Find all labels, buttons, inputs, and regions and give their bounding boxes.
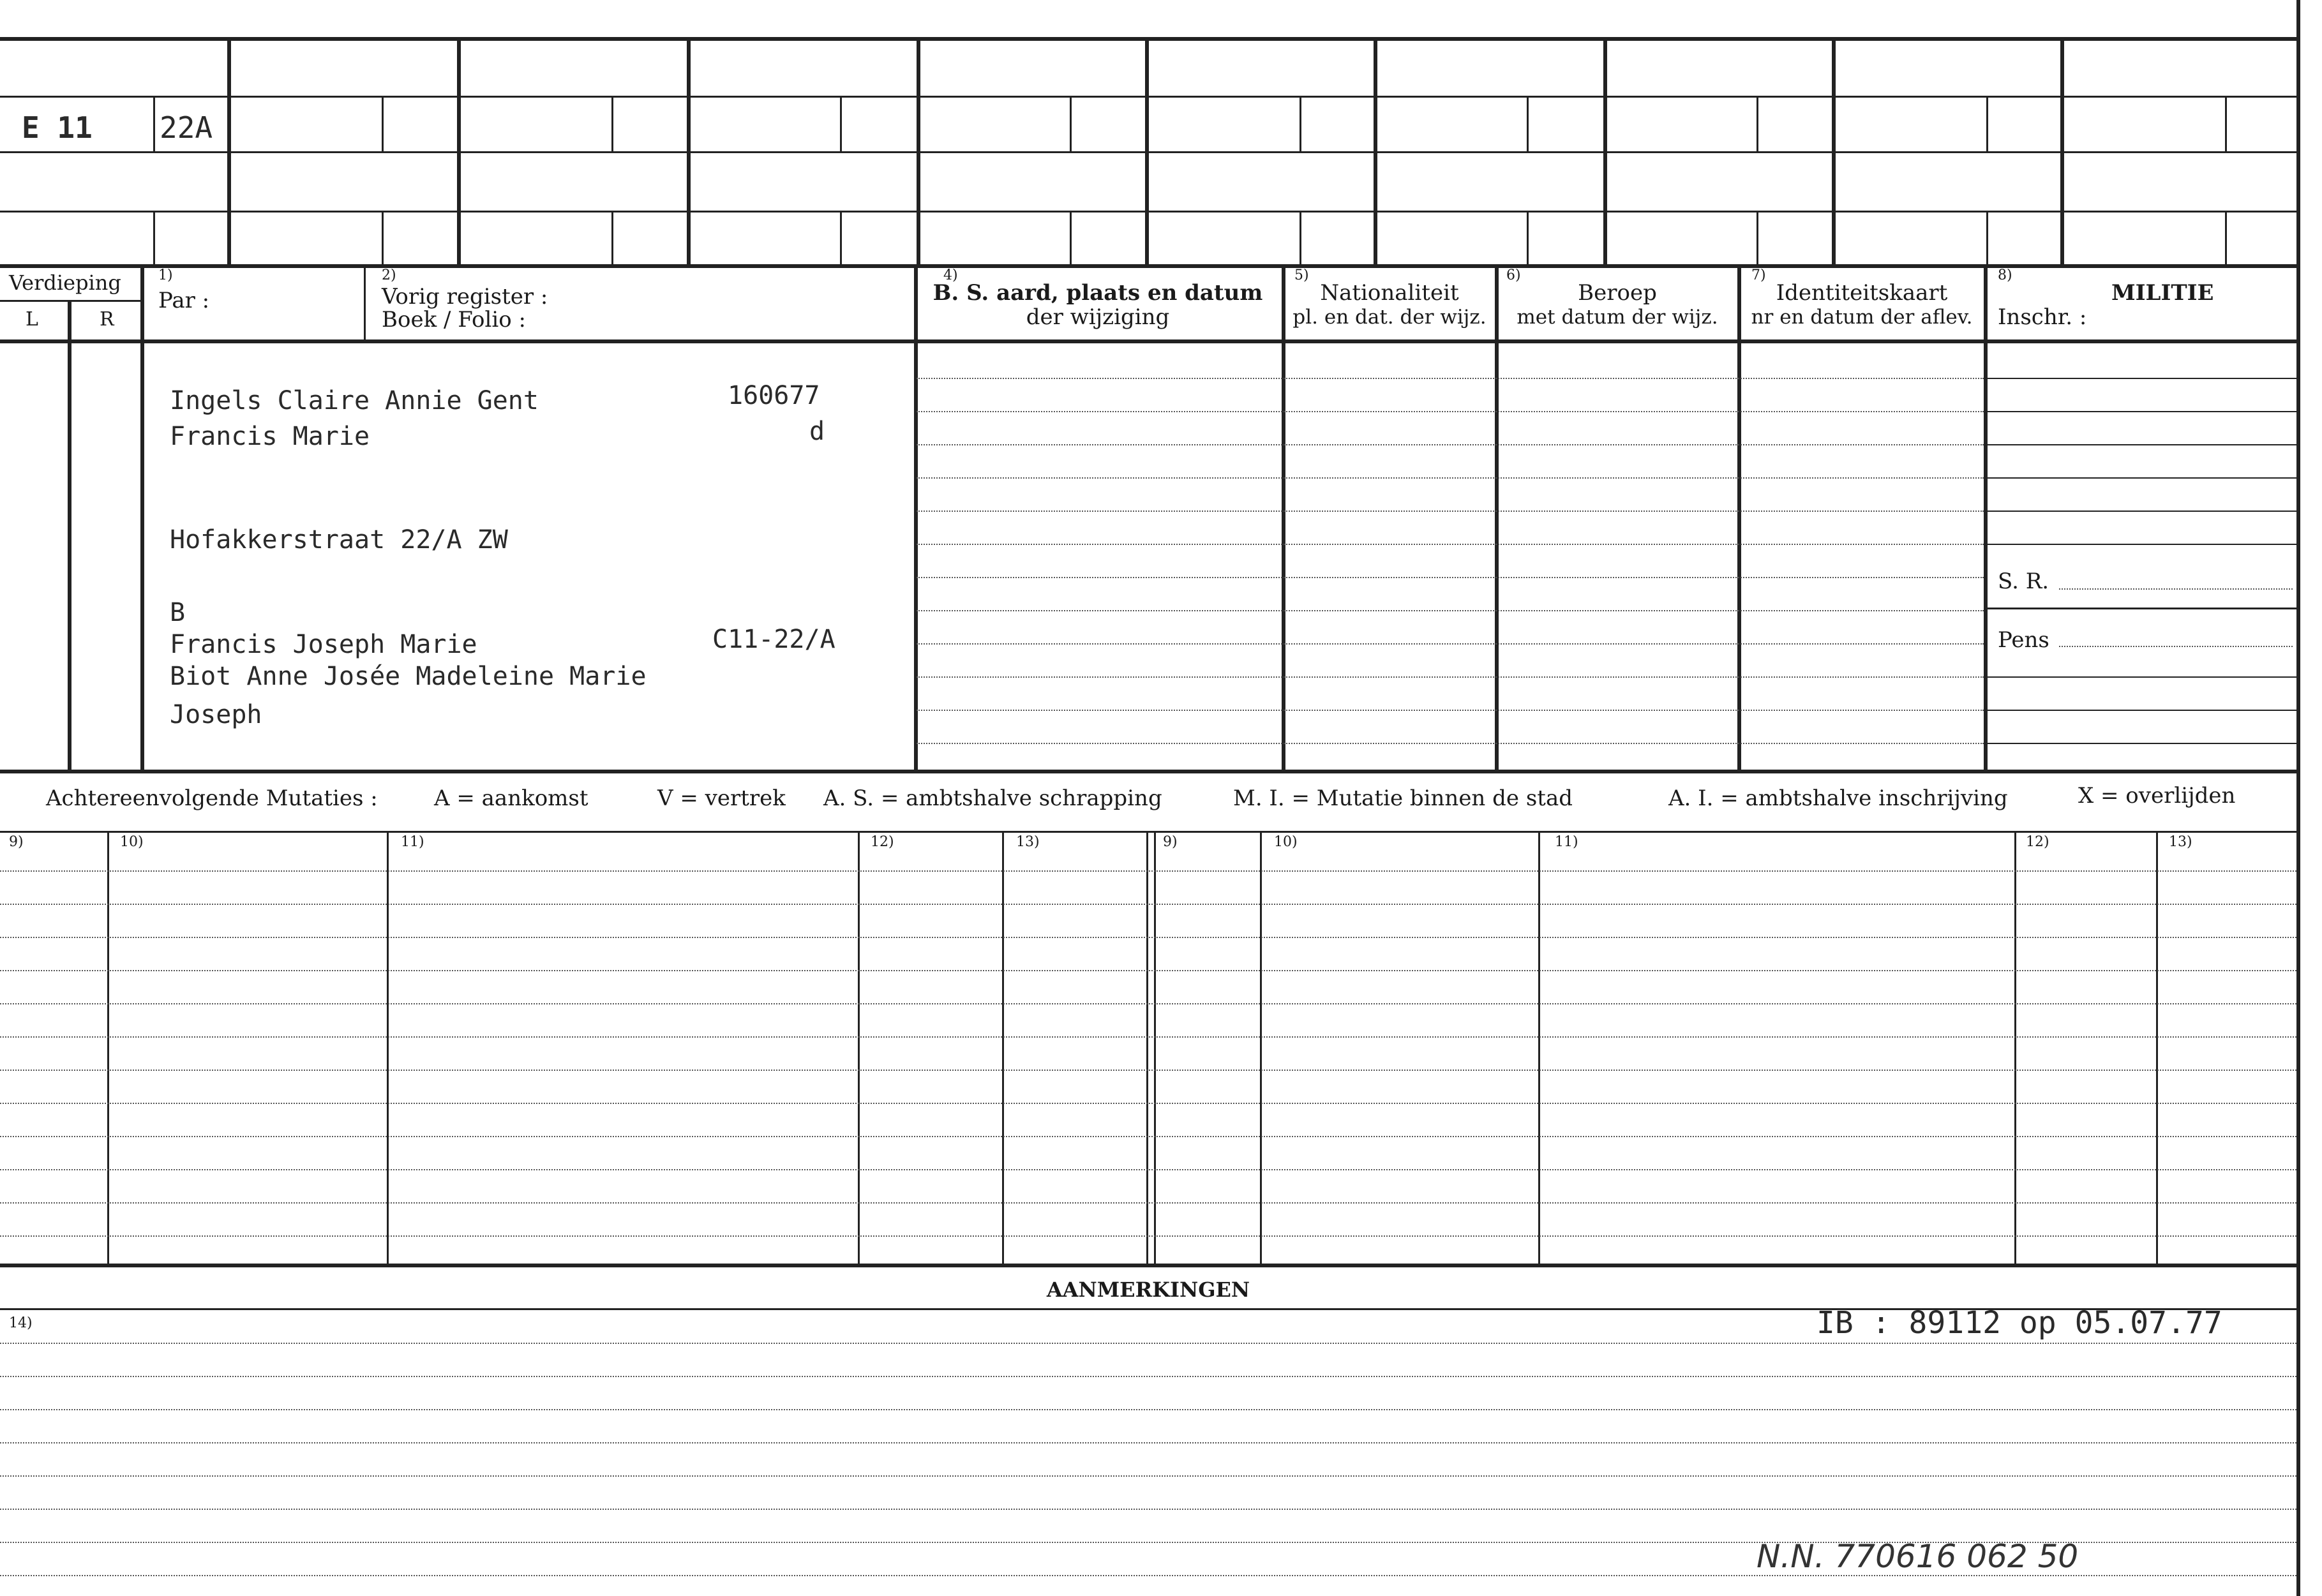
- mutatie-a: A = aankomst: [434, 786, 588, 811]
- mut-col-10: 10): [120, 834, 144, 850]
- vorig-num: 2): [382, 267, 396, 283]
- mut-col-12: 12): [871, 834, 894, 850]
- mut-col-9: 9): [9, 834, 24, 850]
- mutatie-as: A. S. = ambtshalve schrapping: [823, 786, 1162, 811]
- record-code: d: [809, 417, 825, 446]
- mutatie-ai: A. I. = ambtshalve inschrijving: [1668, 786, 2008, 811]
- mut-col-11: 11): [401, 834, 424, 850]
- sr-label: S. R.: [1998, 569, 2049, 594]
- mut-col-9b: 9): [1163, 834, 1178, 850]
- nat-line2: pl. en dat. der wijz.: [1292, 306, 1487, 329]
- beroep-num: 6): [1506, 267, 1521, 283]
- par-label: Par :: [158, 288, 210, 313]
- par-num: 1): [158, 267, 173, 283]
- mutatie-v: V = vertrek: [657, 786, 786, 811]
- l-label: L: [26, 308, 38, 331]
- bs-num: 4): [943, 267, 958, 283]
- record-name-line1: Ingels Claire Annie Gent: [170, 386, 539, 415]
- vorig-label: Vorig register :: [382, 284, 548, 310]
- pens-label: Pens: [1998, 627, 2049, 653]
- mut-col-13: 13): [1016, 834, 1040, 850]
- aanmerkingen-title: AANMERKINGEN: [1046, 1278, 1250, 1302]
- boek-label: Boek / Folio :: [382, 307, 526, 332]
- ib-reference: IB : 89112 op 05.07.77: [1816, 1305, 2222, 1341]
- record-father: Francis Joseph Marie: [170, 630, 477, 659]
- nat-line1: Nationaliteit: [1320, 280, 1459, 306]
- top-code-right: 22A: [160, 110, 213, 145]
- record-b: B: [170, 598, 186, 627]
- nat-num: 5): [1294, 267, 1309, 283]
- bs-line2: der wijziging: [1026, 304, 1170, 330]
- record-birthdate: 160677: [728, 381, 820, 410]
- mut-col-13b: 13): [2169, 834, 2192, 850]
- mutatie-mi: M. I. = Mutatie binnen de stad: [1233, 786, 1573, 811]
- mut-col-12b: 12): [2026, 834, 2049, 850]
- bs-line1: B. S. aard, plaats en datum: [933, 280, 1263, 306]
- aanmerkingen-num: 14): [9, 1315, 33, 1331]
- mutaties-title: Achtereenvolgende Mutaties :: [46, 786, 378, 811]
- record-mother: Biot Anne Josée Madeleine Marie: [170, 662, 647, 691]
- record-name-line2: Francis Marie: [170, 422, 370, 451]
- national-number: N.N. 770616 062 50: [1756, 1538, 2079, 1575]
- mut-col-11b: 11): [1555, 834, 1578, 850]
- verdieping-label: Verdieping: [9, 271, 121, 295]
- beroep-line1: Beroep: [1578, 280, 1657, 306]
- mut-col-10b: 10): [1274, 834, 1298, 850]
- r-label: R: [100, 308, 114, 331]
- mil-num: 8): [1998, 267, 2012, 283]
- record-address: Hofakkerstraat 22/A ZW: [170, 525, 508, 555]
- beroep-line2: met datum der wijz.: [1517, 306, 1718, 329]
- id-line2: nr en datum der aflev.: [1751, 306, 1973, 329]
- mil-title: MILITIE: [2111, 280, 2214, 306]
- record-father-ref: C11-22/A: [712, 625, 835, 654]
- id-num: 7): [1751, 267, 1766, 283]
- inschr-label: Inschr. :: [1998, 304, 2087, 330]
- mutatie-x: X = overlijden: [2078, 783, 2236, 809]
- top-code-left: E 11: [22, 110, 93, 145]
- record-mother-cont: Joseph: [170, 700, 262, 729]
- id-line1: Identiteitskaart: [1776, 280, 1948, 306]
